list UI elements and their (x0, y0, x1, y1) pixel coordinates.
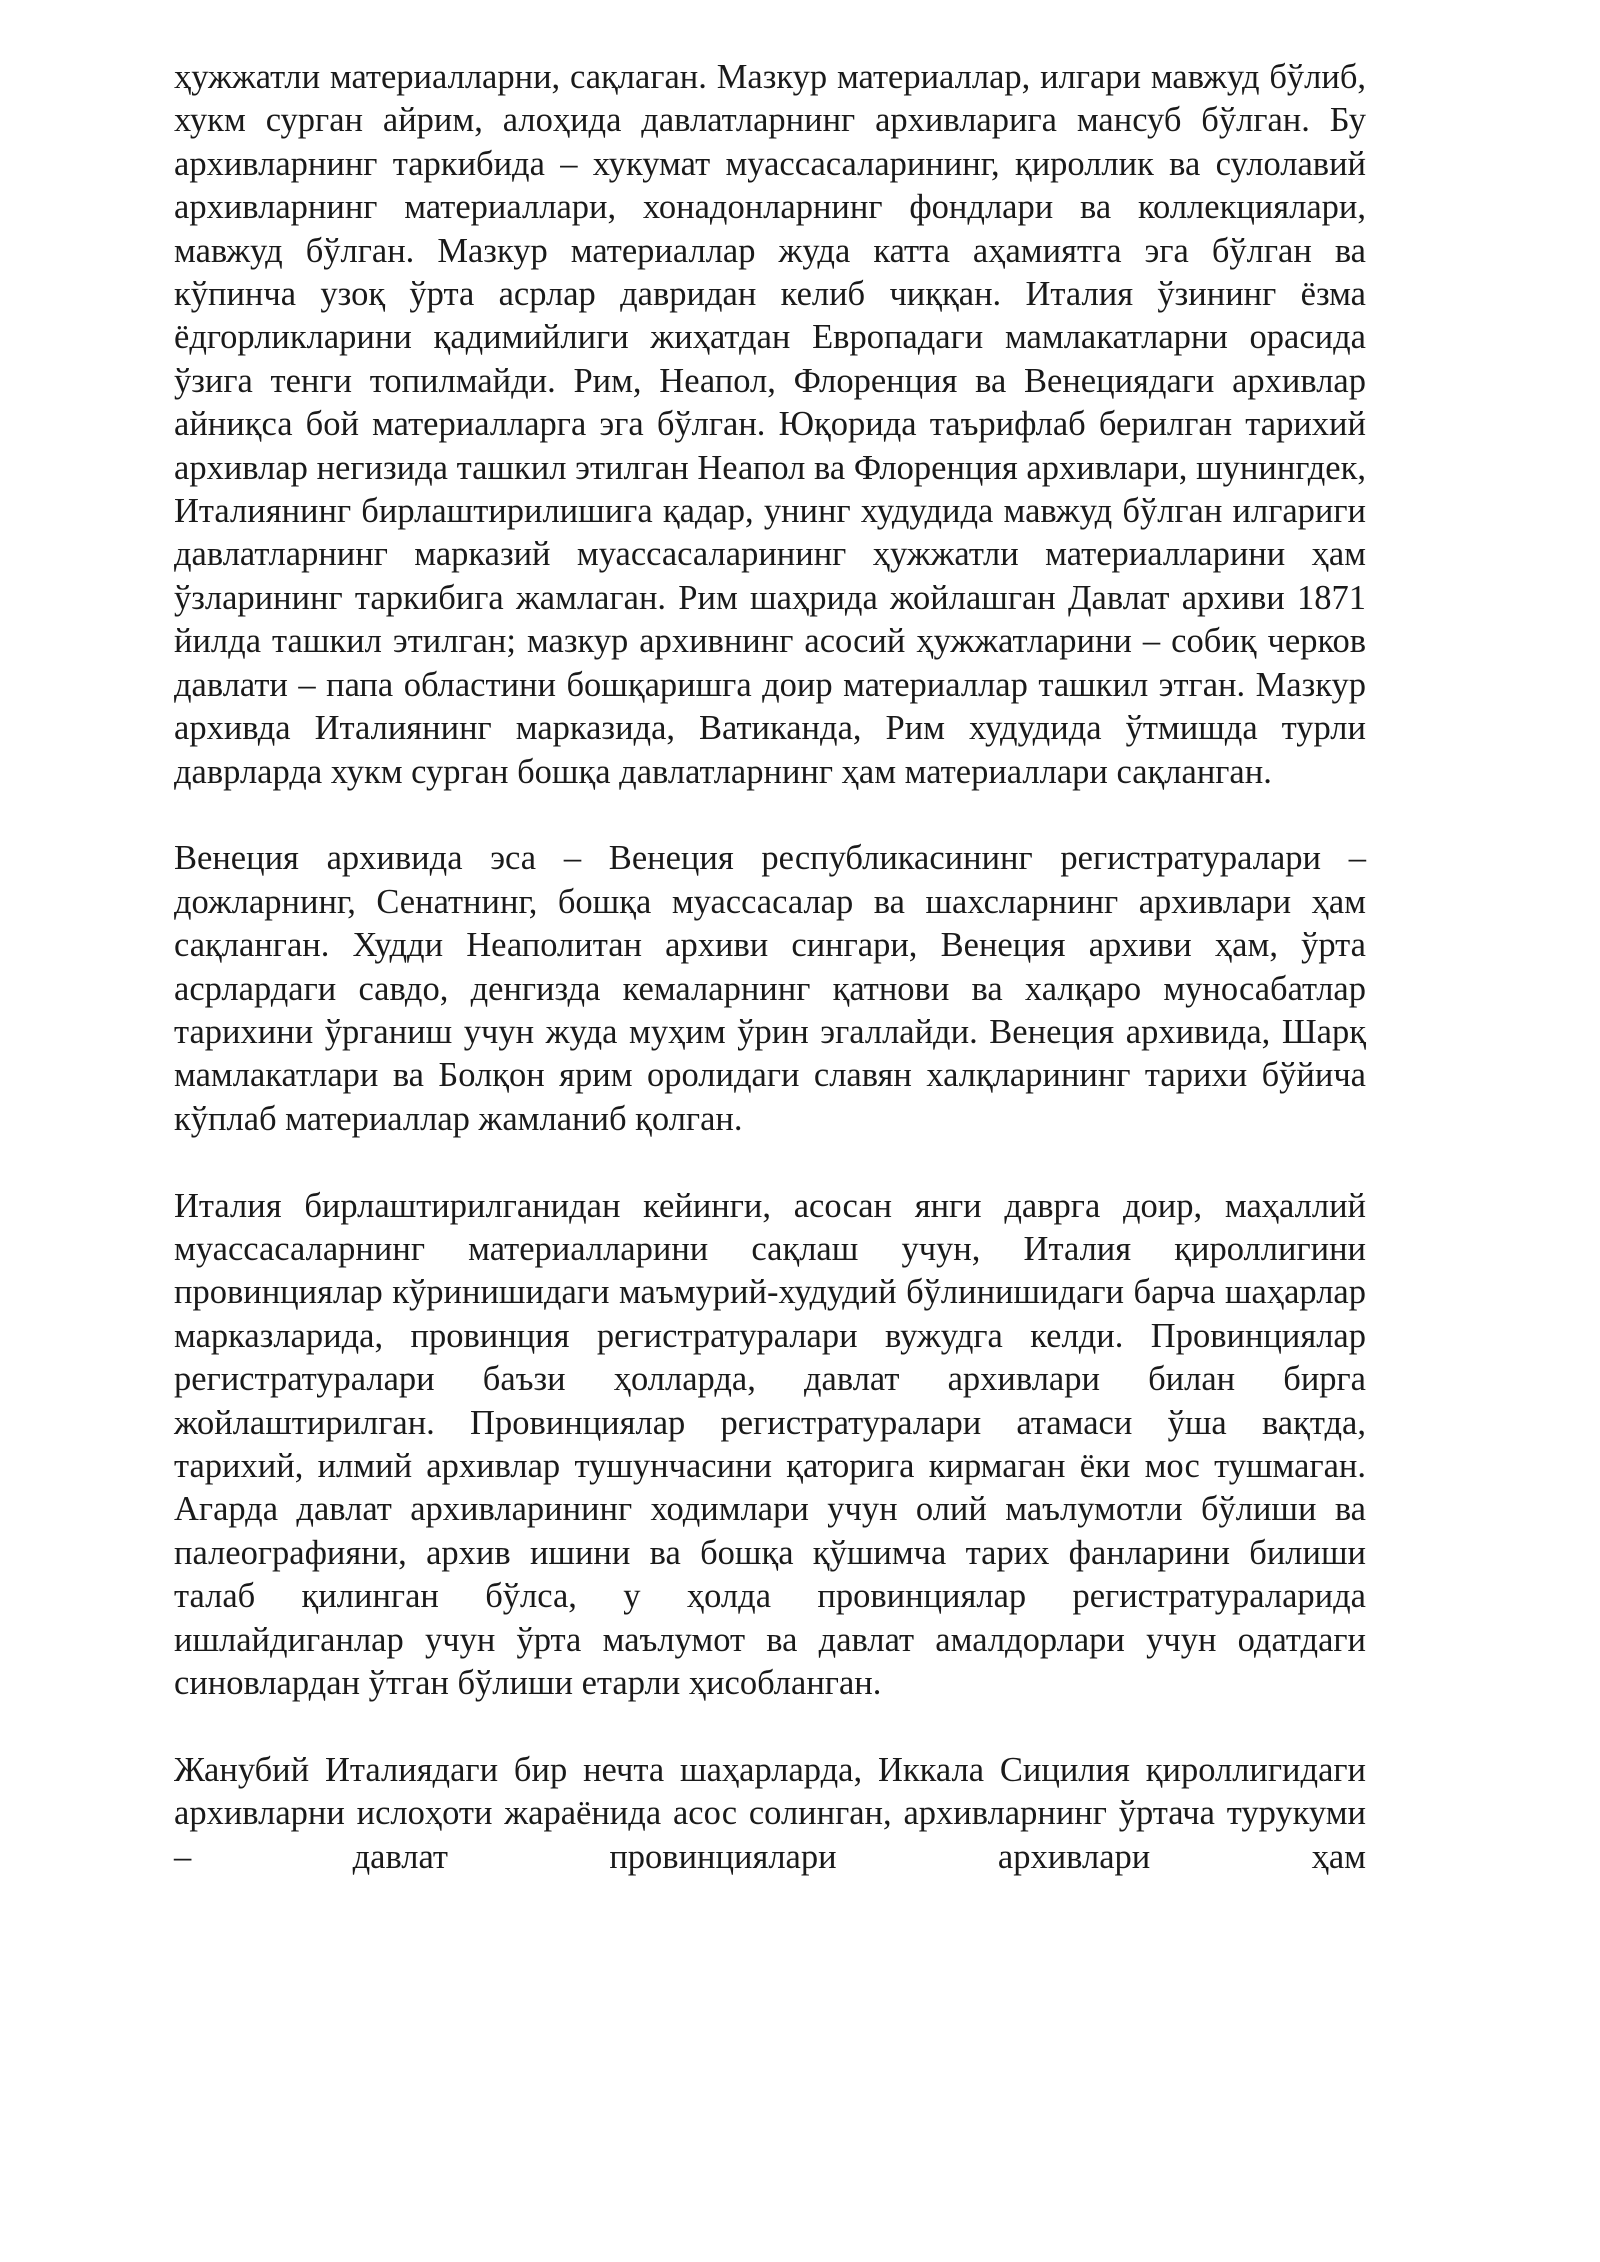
paragraph-3: Италия бирлаштирилганидан кейинги, асосан янги даврга доир, маҳаллий муассасаларнинг материалларини сақлаш учун, Италия қироллигини провинциялар кўринишидаги маъмурий-худудий бўлинишидаги барча шаҳарлар марказларида, провинция регистратуралари вужудга келди. Провинциялар регистратуралари баъзи ҳолларда, давлат архивлари билан бирга жойлаштирилган. Провинциялар регистратуралари атамаси ўша вақтда, тарихий, илмий архивлар тушунчасини қаторига кирмаган ёки мос тушмаган. Агарда давлат архивларининг ходимлари учун олий маълумотли бўлиши ва палеографияни, архив ишини ва бошқа қўшимча тарих фанларини билиши талаб қилинган бўлса, у ҳолда провинциялар регистратураларида ишлайдиганлар учун ўрта маълумот ва давлат амалдорлари учун одатдаги синовлардан ўтган бўлиши етарли ҳисобланган. (174, 1186, 1366, 1702)
document-page (174, 56, 1366, 1879)
paragraph-4: Жанубий Италиядаги бир нечта шаҳарларда, Иккала Сицилия қироллигидаги архивларни ислоҳоти жараёнида асос солинган, архивларнинг ўртача турукуми – давлат провинциялари архивлари ҳам (174, 1750, 1366, 1876)
paragraph-1: ҳужжатли материалларни, сақлаган. Мазкур материаллар, илгари мавжуд бўлиб, хукм сурган айрим, алоҳида давлатларнинг архивларига мансуб бўлган. Бу архивларнинг таркибида – хукумат муассасаларининг, қироллик ва сулолавий архивларнинг материаллари, хонадонларнинг фондлари ва коллекциялари, мавжуд бўлган. Мазкур материаллар жуда катта аҳамиятга эга бўлган ва кўпинча узоқ ўрта асрлар давридан келиб чиққан. Италия ўзининг ёзма ёдгорликларини қадимийлиги жиҳатдан Европадаги мамлакатларни орасида ўзига тенги топилмайди. Рим, Неапол, Флоренция ва Венециядаги архивлар айниқса бой материалларга эга бўлган. Юқорида таърифлаб берилган тарихий архивлар негизида ташкил этилган Неапол ва Флоренция архивлари, шунингдек, Италиянинг бирлаштирилишига қадар, унинг худудида мавжуд бўлган илгариги давлатларнинг марказий муассасаларининг ҳужжатли материалларини ҳам ўзларининг таркибига жамлаган. Рим шаҳрида жойлашган Давлат архиви 1871 йилда ташкил этилган; мазкур архивнинг асосий ҳужжатларини – собиқ черков давлати – папа областини бошқаришга доир материаллар ташкил этган. Мазкур архивда Италиянинг марказида, Ватиканда, Рим худудида ўтмишда турли даврларда хукм сурган бошқа давлатларнинг ҳам материаллари сақланган. (174, 58, 1366, 791)
paragraph-2: Венеция архивида эса – Венеция республикасининг регистратуралари – дожларнинг, Сенатнинг, бошқа муассасалар ва шахсларнинг архивлари ҳам сақланган. Худди Неаполитан архиви сингари, Венеция архиви ҳам, ўрта асрлардаги савдо, денгизда кемаларнинг қатнови ва халқаро муносабатлар тарихини ўрганиш учун жуда муҳим ўрин эгаллайди. Венеция архивида, Шарқ мамлакатлари ва Болқон ярим оролидаги славян халқларининг тарихи бўйича кўплаб материаллар жамланиб қолган. (174, 839, 1366, 1138)
